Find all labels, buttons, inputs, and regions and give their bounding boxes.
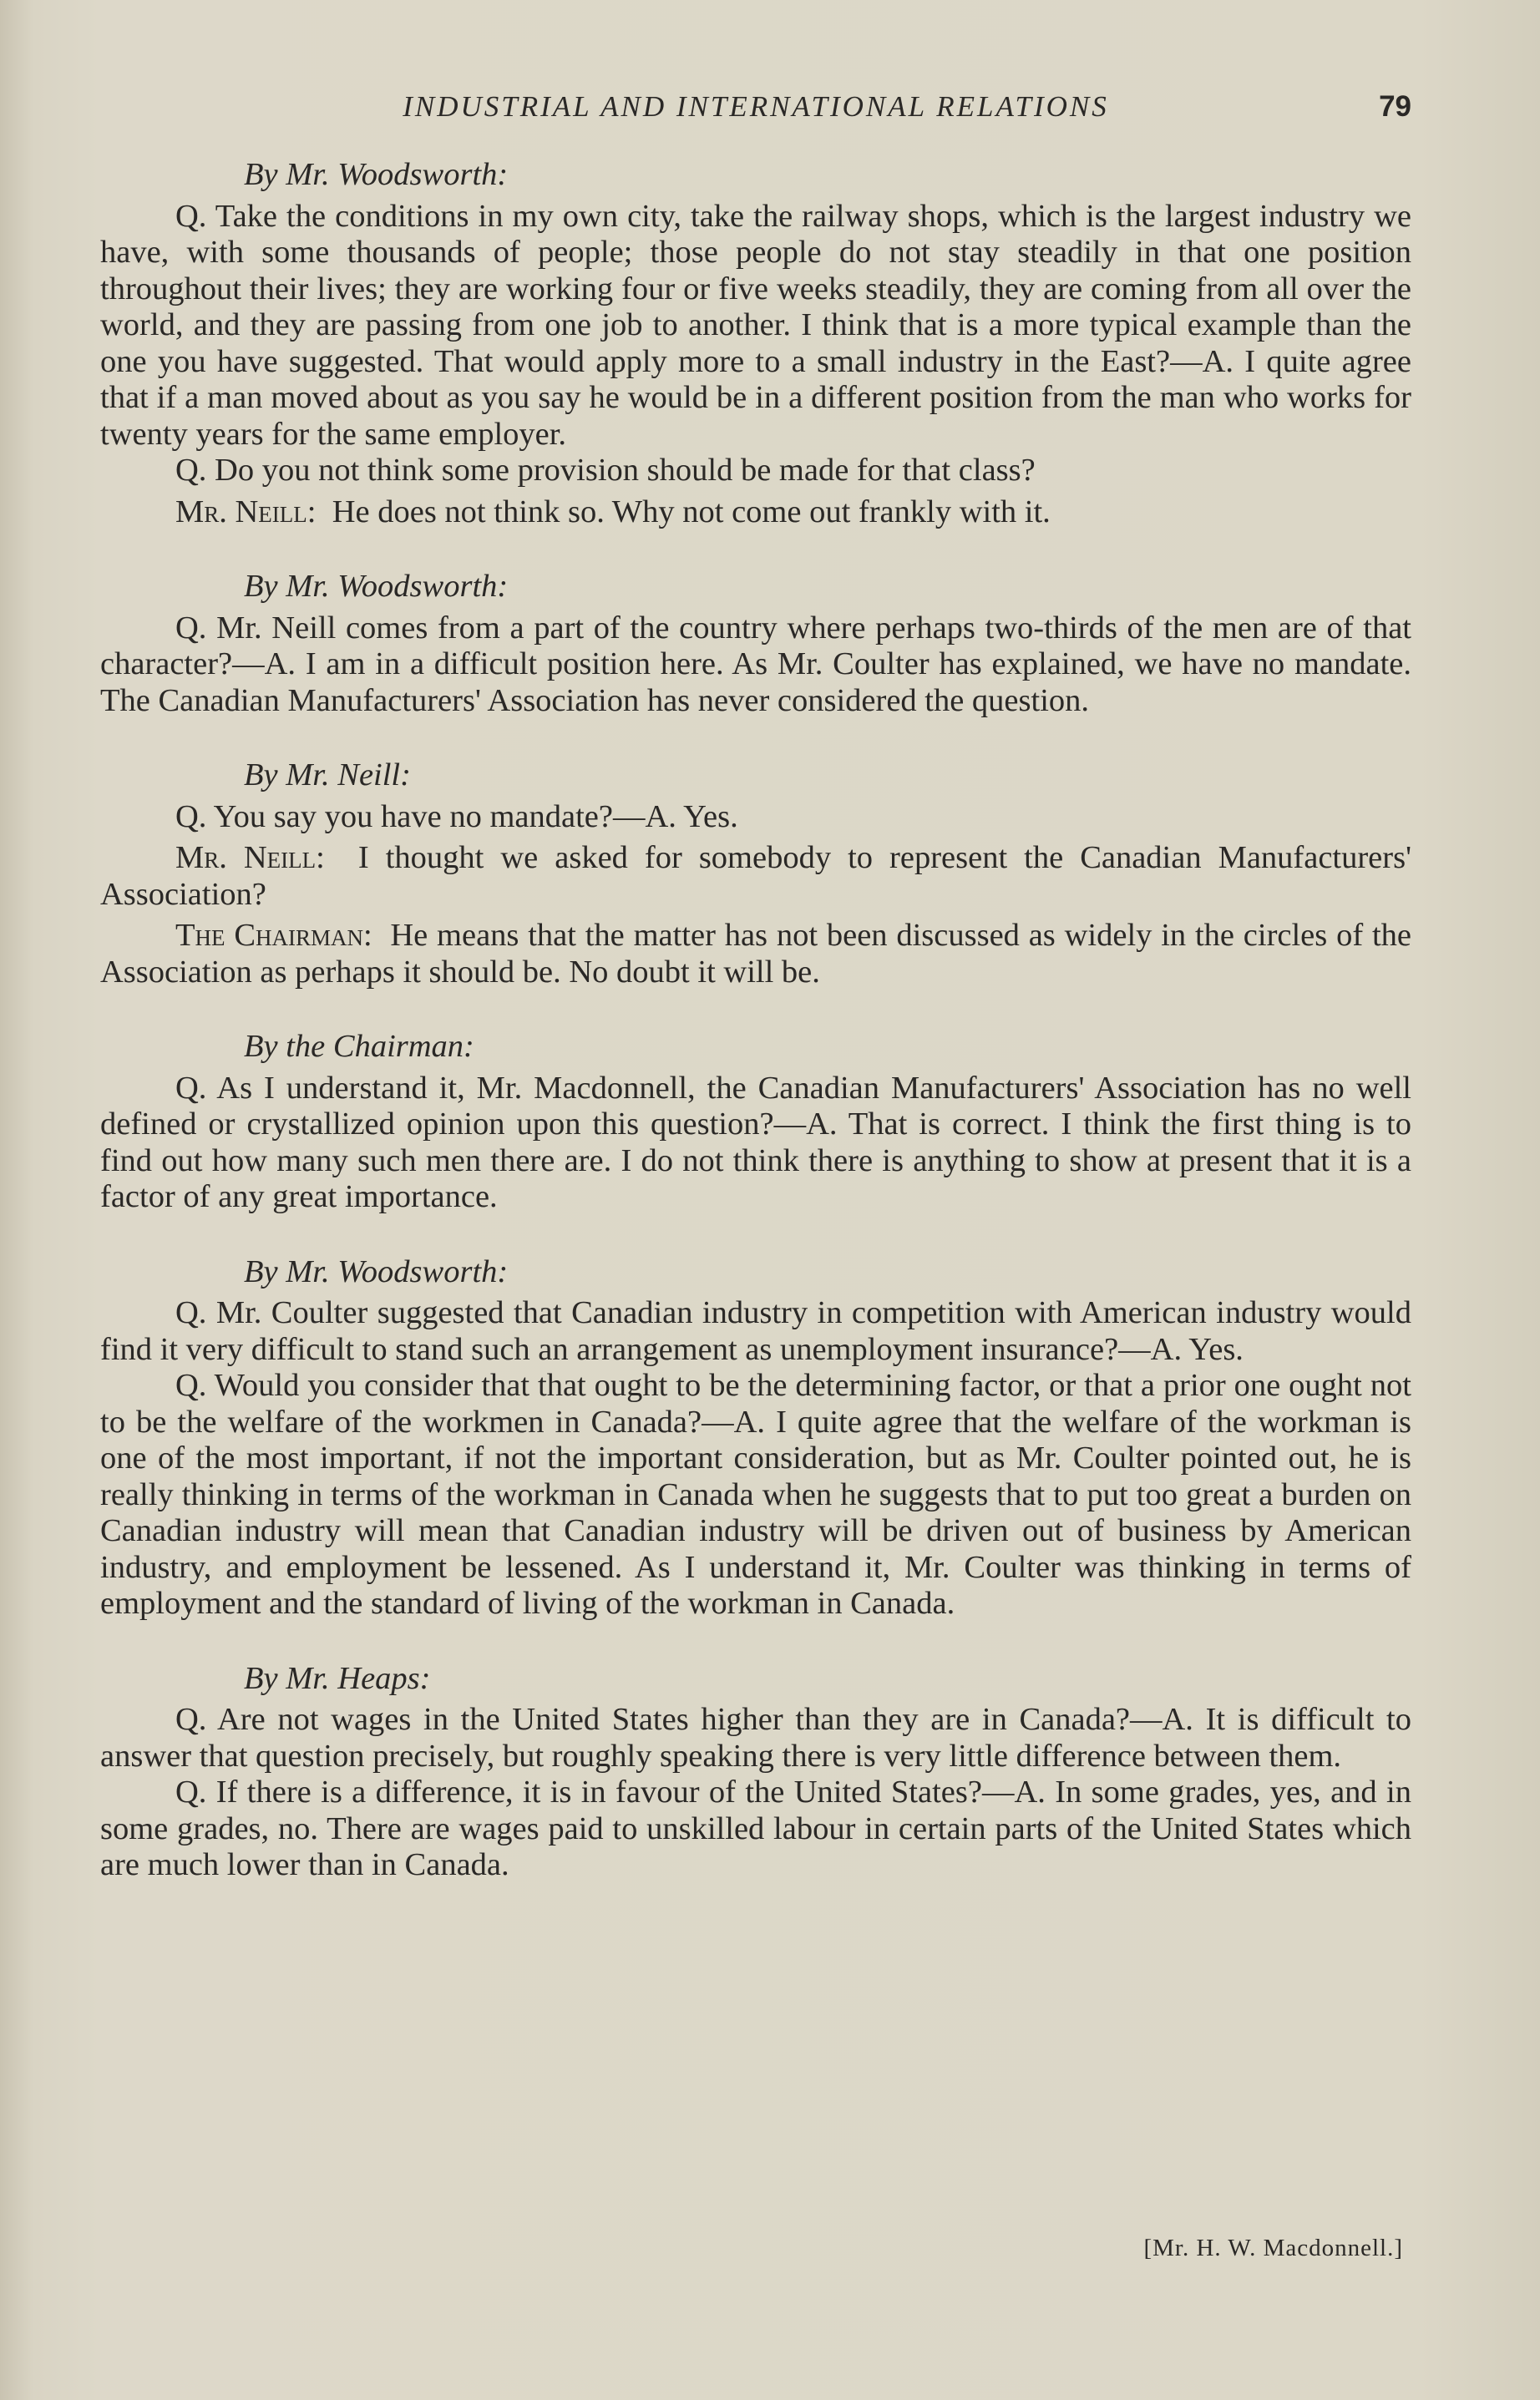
paragraph: Q. If there is a difference, it is in favour of the United States?—A. In some grades, yes, and in some grades, no. There are wages paid to unskilled labour in certain parts of the United States which are much lower than in Canada. bbox=[100, 1775, 1411, 1882]
paragraph: Q. Are not wages in the United States higher than they are in Canada?—A. It is difficult to answer that question precisely, but roughly speaking there is very little difference between them. bbox=[100, 1702, 1411, 1774]
section-heading: By Mr. Neill: bbox=[244, 757, 411, 792]
speaker-remark: Mr. Neill: He does not think so. Why not come out frankly with it. bbox=[175, 494, 1051, 529]
section-heading: By Mr. Woodsworth: bbox=[244, 157, 509, 192]
speaker-remark: The Chairman: He means that the matter has not been discussed as widely in the circles of the Association as perhaps it should be. No doubt it will be. bbox=[100, 918, 1411, 990]
speaker-text: He does not think so. Why not come out frankly with it. bbox=[332, 494, 1051, 529]
section-heading: By Mr. Heaps: bbox=[244, 1660, 431, 1696]
speaker-name: Mr. Neill bbox=[175, 494, 307, 529]
paragraph: Q. As I understand it, Mr. Macdonnell, the Canadian Manufacturers' Association has no well defined or crystallized opinion upon this question?—A. That is correct. I think the first thing is to find out how many such men there are. I do not think there is anything to show at present that it is a factor of any great importance. bbox=[100, 1070, 1411, 1214]
section-heading: By the Chairman: bbox=[244, 1029, 474, 1064]
paragraph: Q. Mr. Neill comes from a part of the country where perhaps two-thirds of the men are of that character?—A. I am in a difficult position here. As Mr. Coulter has explained, we have no mandate. The Canadian Manufacturers' Association has never considered the question. bbox=[100, 610, 1411, 718]
page-number: 79 bbox=[1379, 90, 1411, 123]
paragraph: Q. Mr. Coulter suggested that Canadian industry in competition with American industry would find it very difficult to stand such an arrangement as unemployment insurance?—A. Yes. bbox=[100, 1295, 1411, 1367]
paragraph: Q. Would you consider that that ought to be the determining factor, or that a prior one ought not to be the welfare of the workmen in Canada?—A. I quite agree that the welfare of the workman is one of the most important, if not the important consideration, but as Mr. Coulter pointed out, he is really thinking in terms of the workman in Canada when he suggests that to put too great a burden on Canadian industry will mean that Canadian industry will be driven out of business by American industry, and employment be lessened. As I understand it, Mr. Coulter was thinking in terms of employment and the standard of living of the workman in Canada. bbox=[100, 1368, 1411, 1621]
speaker-text: He means that the matter has not been discussed as widely in the circles of the Association as perhaps it should be. No doubt it will be. bbox=[100, 918, 1411, 990]
witness-attribution: [Mr. H. W. Macdonnell.] bbox=[1143, 2235, 1403, 2261]
speaker-name: The Chairman bbox=[175, 918, 363, 953]
section-heading: By Mr. Woodsworth: bbox=[244, 569, 509, 604]
speaker-text: I thought we asked for somebody to represent the Canadian Manufacturers' Association? bbox=[100, 840, 1412, 912]
paragraph: Q. Take the conditions in my own city, take the railway shops, which is the largest industry we have, with some thousands of people; those people do not stay steadily in that one position throughout their lives; they are working four or five weeks steadily, they are coming from all over the world, and they are passing from one job to another. I think that is a more typical example than the one you have suggested. That would apply more to a small industry in the East?—A. I quite agree that if a man moved about as you say he would be in a different position from the man who works for twenty years for the same employer. bbox=[100, 198, 1411, 452]
running-head: INDUSTRIAL AND INTERNATIONAL RELATIONS bbox=[403, 90, 1109, 123]
speaker-name: Mr. Neill bbox=[175, 840, 317, 875]
paragraph: Q. You say you have no mandate?—A. Yes. bbox=[175, 798, 738, 834]
speaker-remark: Mr. Neill: I thought we asked for somebody to represent the Canadian Manufacturers' Association? bbox=[100, 840, 1412, 912]
section-heading: By Mr. Woodsworth: bbox=[244, 1253, 509, 1289]
paragraph: Q. Do you not think some provision should be made for that class? bbox=[175, 453, 1036, 488]
page-header bbox=[100, 90, 1411, 132]
transcript-body bbox=[100, 157, 1411, 1884]
